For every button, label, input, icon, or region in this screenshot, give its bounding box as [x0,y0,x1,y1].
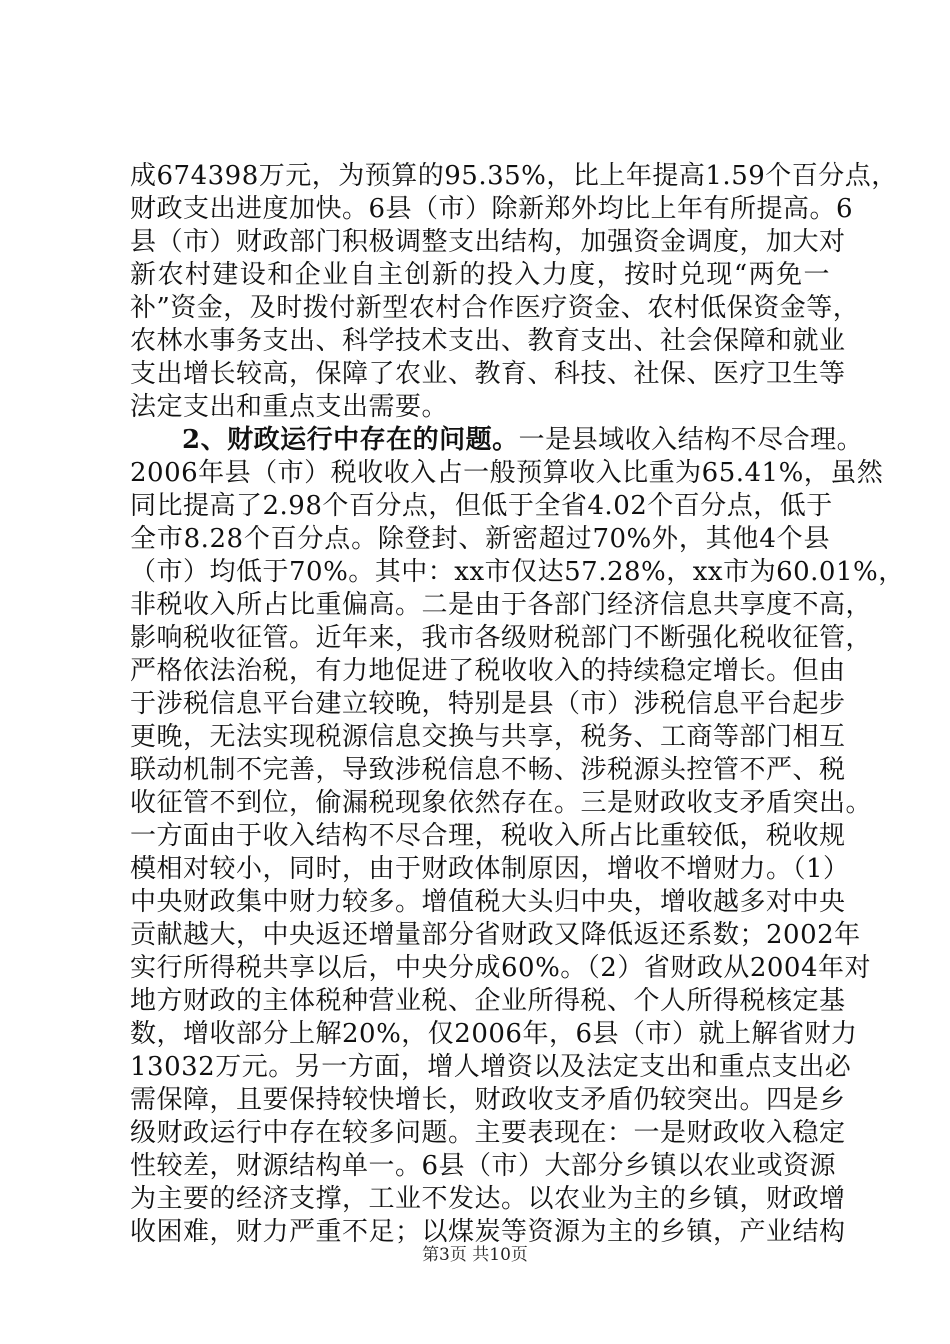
text-line: 地方财政的主体税种营业税、企业所得税、个人所得税核定基 [130,986,846,1016]
text-line: 非税收入所占比重偏高。二是由于各部门经济信息共享度不高， [130,590,873,620]
text-line: 性较差，财源结构单一。6县（市）大部分乡镇以农业或资源 [130,1151,837,1181]
page-number: 第3页 共10页 [422,1245,528,1265]
text-line: 县（市）财政部门积极调整支出结构，加强资金调度，加大对 [130,227,846,257]
paragraph-2 [130,424,905,1249]
text-line: 更晚，无法实现税源信息交换与共享，税务、工商等部门相互 [130,722,846,752]
text-line: 中央财政集中财力较多。增值税大头归中央，增收越多对中央 [130,887,846,917]
text-line: 收征管不到位，偷漏税现象依然存在。三是财政收支矛盾突出。 [130,788,873,818]
text-line: 需保障，且要保持较快增长，财政收支矛盾仍较突出。四是乡 [130,1085,846,1115]
text-line: 贡献越大，中央返还增量部分省财政又降低返还系数；2002年 [130,920,861,950]
text-line: 为主要的经济支撑，工业不发达。以农业为主的乡镇，财政增 [130,1184,846,1214]
text-line: 补”资金，及时拨付新型农村合作医疗资金、农村低保资金等， [130,293,860,323]
text-line: 严格依法治税，有力地促进了税收收入的持续稳定增长。但由 [130,656,846,686]
document-page [130,160,905,1249]
text-line: 模相对较小，同时，由于财政体制原因，增收不增财力。（1） [130,854,850,884]
text-line: 收困难，财力严重不足；以煤炭等资源为主的乡镇，产业结构 [130,1217,846,1247]
text-segment: 一是县域收入结构不尽合理。 [518,425,864,455]
text-line: 成674398万元，为预算的95.35%，比上年提高1.59个百分点， [130,161,898,191]
text-line: 于涉税信息平台建立较晚，特别是县（市）涉税信息平台起步 [130,689,846,719]
text-line: 级财政运行中存在较多问题。主要表现在：一是财政收入稳定 [130,1118,846,1148]
text-line: 同比提高了2.98个百分点，但低于全省4.02个百分点，低于 [130,491,833,521]
section-heading: 2、财政运行中存在的问题。 [182,425,519,455]
paragraph-first-line [130,424,864,457]
text-line: 影响税收征管。近年来，我市各级财税部门不断强化税收征管， [130,623,873,653]
text-line: 农林水事务支出、科学技术支出、教育支出、社会保障和就业 [130,326,846,356]
text-line: 2006年县（市）税收收入占一般预算收入比重为65.41%，虽然 [130,458,884,488]
text-line: 13032万元。另一方面，增人增资以及法定支出和重点支出必 [130,1052,852,1082]
text-line: 财政支出进度加快。6县（市）除新郑外均比上年有所提高。6 [130,194,854,224]
text-line: 联动机制不完善，导致涉税信息不畅、涉税源头控管不严、税 [130,755,846,785]
paragraph-1 [130,160,898,424]
page-footer [0,1240,950,1265]
text-line: 法定支出和重点支出需要。 [130,392,449,422]
text-line: 支出增长较高，保障了农业、教育、科技、社保、医疗卫生等 [130,359,846,389]
text-line: （市）均低于70%。其中：xx市仅达57.28%，xx市为60.01%， [130,557,905,587]
text-line: 数，增收部分上解20%，仅2006年，6县（市）就上解省财力 [130,1019,858,1049]
text-line: 实行所得税共享以后，中央分成60%。（2）省财政从2004年对 [130,953,871,983]
text-line: 新农村建设和企业自主创新的投入力度，按时兑现“两免一 [130,260,830,290]
text-line: 全市8.28个百分点。除登封、新密超过70%外，其他4个县 [130,524,830,554]
text-line: 一方面由于收入结构不尽合理，税收入所占比重较低，税收规 [130,821,846,851]
